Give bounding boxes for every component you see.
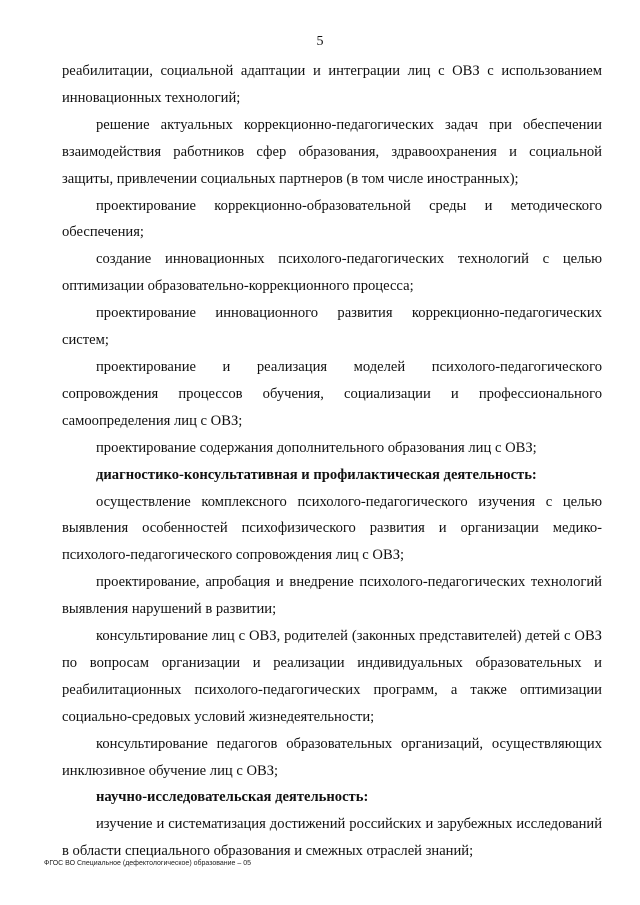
page-footer: ФГОС ВО Специальное (дефектологическое) образование – 05 — [44, 860, 252, 867]
paragraph: проектирование, апробация и внедрение психолого-педагогических технологий выявления нарушений в развитии; — [62, 574, 602, 618]
paragraph: проектирование инновационного развития коррекционно-педагогических систем; — [62, 305, 602, 349]
paragraph: проектирование содержания дополнительного образования лиц с ОВЗ; — [96, 439, 537, 456]
paragraph: консультирование педагогов образовательных организаций, осуществляющих инклюзивное обучение лиц с ОВЗ; — [62, 735, 602, 779]
paragraph: изучение и систематизация достижений российских и зарубежных исследований в области специального образования и смежных отраслей знаний; — [62, 816, 602, 860]
paragraph: проектирование и реализация моделей психолого-педагогического сопровождения процессов обучения, социализации и профессионального самоопределения лиц с ОВЗ; — [62, 358, 602, 429]
document-body — [62, 58, 602, 865]
paragraph: создание инновационных психолого-педагогических технологий с целью оптимизации образовательно-коррекционного процесса; — [62, 251, 602, 295]
paragraph: проектирование коррекционно-образовательной среды и методического обеспечения; — [62, 197, 602, 241]
paragraph-continuation: реабилитации, социальной адаптации и интеграции лиц с ОВЗ с использованием инновационных технологий; — [62, 63, 602, 106]
section-heading-diagnostic: диагностико-консультативная и профилактическая деятельность: — [96, 466, 537, 483]
section-heading-research: научно-исследовательская деятельность: — [96, 789, 369, 806]
paragraph: консультирование лиц с ОВЗ, родителей (законных представителей) детей с ОВЗ по вопросам организации и реализации индивидуальных образовательных и реабилитационных психолого-педагогических программ, а также оптимизации социально-средовых условий жизнедеятельности; — [62, 628, 602, 725]
page-number: 5 — [316, 34, 324, 49]
paragraph: осуществление комплексного психолого-педагогического изучения с целью выявления особенностей психофизического развития и организации медико-психолого-педагогического сопровождения лиц с ОВЗ; — [62, 493, 602, 564]
paragraph: решение актуальных коррекционно-педагогических задач при обеспечении взаимодействия работников сфер образования, здравоохранения и социальной защиты, привлечении социальных партнеров (в том числе иностранных); — [62, 116, 602, 187]
